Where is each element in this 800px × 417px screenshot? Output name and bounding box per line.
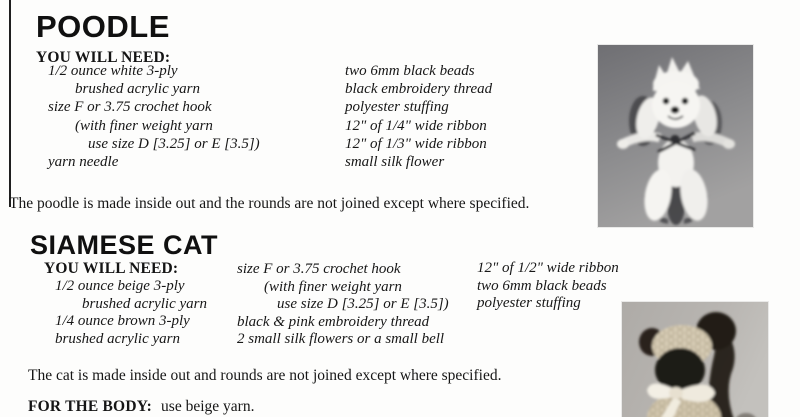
material-item: 12" of 1/2" wide ribbon (477, 260, 619, 276)
material-item: brushed acrylic yarn (82, 295, 207, 312)
material-item: 2 small silk flowers or a small bell (237, 331, 445, 347)
material-item: use size D [3.25] or E [3.5]) (277, 296, 449, 312)
material-item: 12" of 1/4" wide ribbon (345, 117, 487, 134)
material-item: brushed acrylic yarn (75, 81, 200, 98)
poodle-section-title: POODLE (36, 9, 170, 44)
material-item: small silk flower (345, 154, 445, 171)
poodle-need-label: YOU WILL NEED: (36, 49, 171, 66)
page-edge-rule (9, 0, 11, 207)
material-item: black embroidery thread (345, 81, 493, 98)
material-item: polyester stuffing (345, 99, 449, 116)
poodle-materials-right (345, 62, 492, 171)
poodle-photo (598, 45, 753, 227)
material-item: two 6mm black beads (345, 63, 475, 79)
cat-need-label: YOU WILL NEED: (44, 260, 179, 277)
material-item: 1/2 ounce white 3-ply (48, 63, 178, 79)
material-item: 12" of 1/3" wide ribbon (345, 135, 487, 152)
cat-body-row (28, 398, 254, 416)
poodle-materials-left (48, 62, 260, 171)
cat-materials-col1 (55, 278, 207, 348)
material-item: size F or 3.75 crochet hook (237, 261, 401, 277)
material-item: black & pink embroidery thread (237, 313, 430, 330)
poodle-note: The poodle is made inside out and the rounds are not joined except where specified. (9, 195, 530, 212)
material-item: polyester stuffing (477, 295, 581, 311)
material-item: size F or 3.75 crochet hook (48, 99, 212, 116)
cat-materials-col3 (477, 260, 619, 313)
material-item: 1/2 ounce beige 3-ply (55, 278, 185, 294)
material-item: (with finer weight yarn (264, 278, 402, 295)
material-item: brushed acrylic yarn (55, 330, 180, 347)
material-item: two 6mm black beads (477, 277, 607, 294)
cat-photo-image (622, 302, 768, 417)
siamese-cat-section-title: SIAMESE CAT (30, 230, 219, 260)
cat-materials-col2 (237, 261, 449, 349)
material-item: use size D [3.25] or E [3.5]) (88, 135, 260, 152)
cat-note: The cat is made inside out and rounds are not joined except where specified. (28, 367, 502, 384)
for-the-body-label: FOR THE BODY: (28, 398, 153, 415)
cat-photo (622, 302, 768, 417)
poodle-photo-image (598, 45, 753, 227)
material-item: (with finer weight yarn (75, 117, 213, 134)
for-the-body-instruction: use beige yarn. (161, 398, 255, 415)
material-item: 1/4 ounce brown 3-ply (55, 313, 190, 329)
material-item: yarn needle (48, 154, 119, 171)
